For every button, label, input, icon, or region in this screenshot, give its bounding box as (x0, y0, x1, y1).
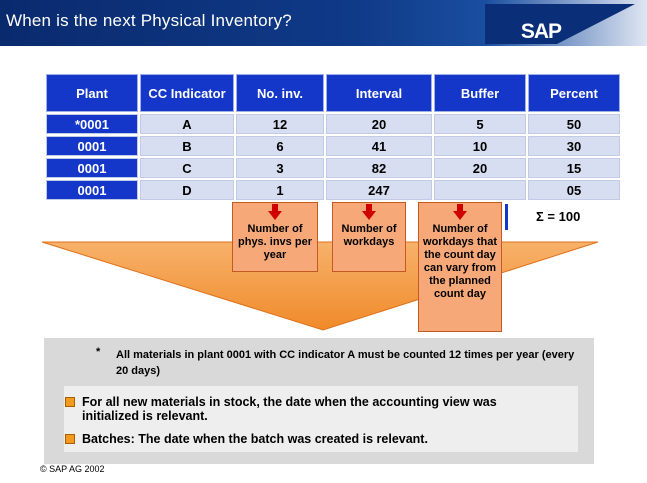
table-row (46, 158, 620, 178)
down-arrow-icon (268, 204, 282, 220)
table-row (46, 136, 620, 156)
sap-logo (482, 0, 647, 46)
bullet-square-icon (65, 434, 75, 444)
column-header-buffer: Buffer (434, 74, 526, 112)
bullet-item-text: For all new materials in stock, the date when the accounting view was initialized is relevant. (82, 395, 497, 423)
cell-plant: 0001 (46, 136, 138, 156)
cell-buffer: 20 (434, 158, 526, 178)
column-header-cc-indicator: CC Indicator (140, 74, 234, 112)
cell-plant: 0001 (46, 180, 138, 200)
callout-buffer (418, 202, 502, 332)
cell-no-inv: 6 (236, 136, 324, 156)
cell-interval: 82 (326, 158, 432, 178)
cell-buffer: 5 (434, 114, 526, 134)
column-header-no-inv: No. inv. (236, 74, 324, 112)
cell-buffer (434, 180, 526, 200)
cell-no-inv: 3 (236, 158, 324, 178)
cell-buffer: 10 (434, 136, 526, 156)
cell-no-inv: 12 (236, 114, 324, 134)
cell-percent: 30 (528, 136, 620, 156)
down-arrow-icon (362, 204, 376, 220)
callout-interval-text: Number of workdays (341, 223, 397, 248)
inventory-table (44, 72, 622, 202)
cell-interval: 247 (326, 180, 432, 200)
cell-plant: *0001 (46, 114, 138, 134)
cell-plant: 0001 (46, 158, 138, 178)
footnote-text: All materials in plant 0001 with CC indicator A must be counted 12 times per year (every 20 days) (116, 349, 575, 377)
bullet-item-new-materials (82, 395, 552, 423)
cell-percent: 05 (528, 180, 620, 200)
cell-no-inv: 1 (236, 180, 324, 200)
cell-interval: 41 (326, 136, 432, 156)
orange-funnel (40, 240, 600, 332)
table-row (46, 180, 620, 200)
table-row (46, 114, 620, 134)
percent-sum: Σ = 100 (505, 204, 595, 230)
logo-text: SAP (520, 20, 561, 43)
cell-cc-indicator: B (140, 136, 234, 156)
callout-no-inv (232, 202, 318, 272)
callout-no-inv-text: Number of phys. invs per year (238, 223, 312, 261)
column-header-plant: Plant (46, 74, 138, 112)
footnote-star: * (96, 346, 101, 358)
callout-interval (332, 202, 406, 272)
title-bar (0, 0, 647, 46)
bullet-item-batches (82, 432, 562, 446)
page-title: When is the next Physical Inventory? (6, 11, 292, 30)
cell-cc-indicator: D (140, 180, 234, 200)
cell-cc-indicator: C (140, 158, 234, 178)
bullet-square-icon (65, 397, 75, 407)
cell-cc-indicator: A (140, 114, 234, 134)
cell-percent: 15 (528, 158, 620, 178)
column-header-percent: Percent (528, 74, 620, 112)
cell-interval: 20 (326, 114, 432, 134)
down-arrow-icon (453, 204, 467, 220)
copyright-text: © SAP AG 2002 (40, 464, 105, 474)
callout-buffer-text: Number of workdays that the count day can vary from the planned count day (423, 223, 497, 300)
column-header-interval: Interval (326, 74, 432, 112)
cell-percent: 50 (528, 114, 620, 134)
bullet-item-text: Batches: The date when the batch was created is relevant. (82, 432, 428, 446)
table-header-row (46, 74, 620, 112)
